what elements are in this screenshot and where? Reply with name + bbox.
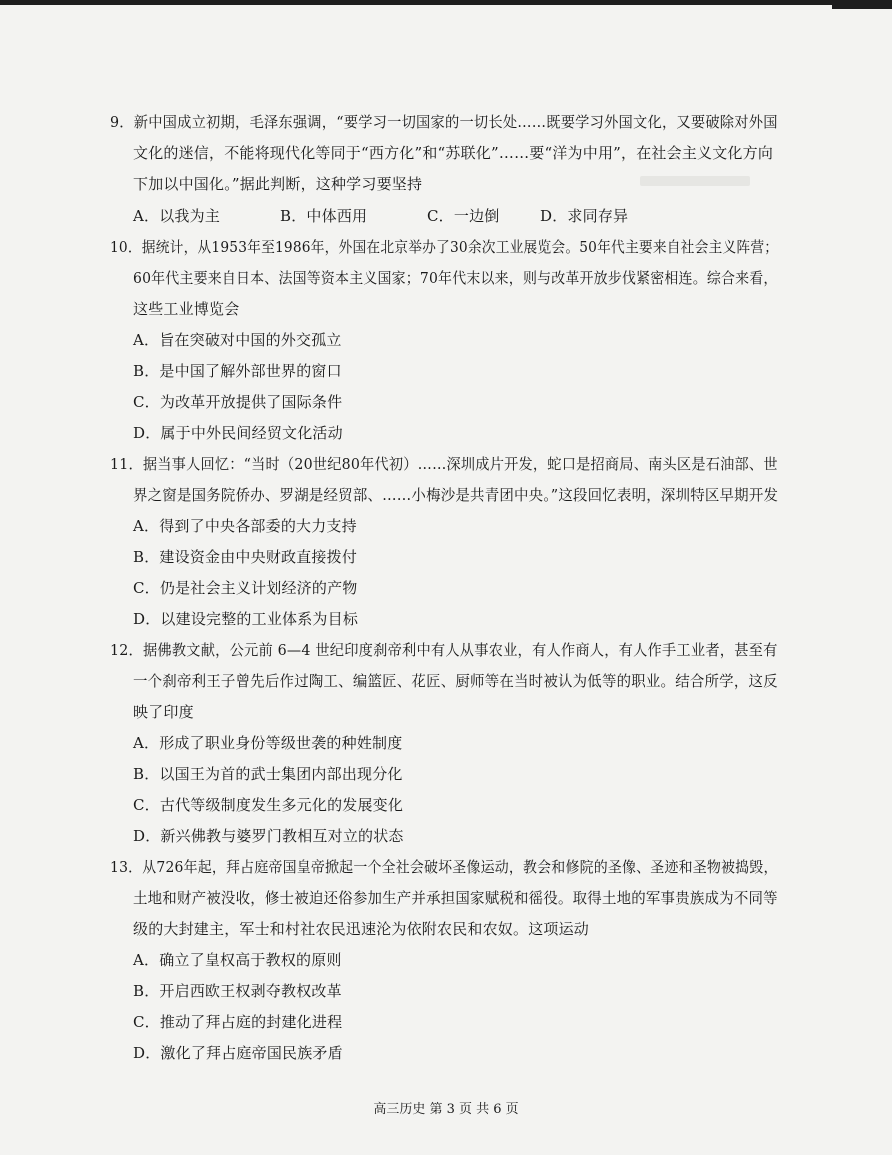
question-11-option-a: A．得到了中央各部委的大力支持	[133, 517, 357, 535]
question-10-option-c: C．为改革开放提供了国际条件	[133, 393, 343, 411]
question-13-line-1: 13．从726年起，拜占庭帝国皇帝掀起一个全社会破坏圣像运动，教会和修院的圣像、圣迹和圣物被捣毁，	[110, 858, 778, 876]
question-13-option-d: D．激化了拜占庭帝国民族矛盾	[133, 1044, 343, 1062]
question-10-line-1: 10．据统计，从1953年至1986年，外国在北京举办了30余次工业展览会。50年代主要来自社会主义阵营；	[110, 238, 779, 256]
question-10-line-3: 这些工业博览会	[133, 300, 240, 318]
question-11-line-2: 界之窗是国务院侨办、罗湖是经贸部、……小梅沙是共青团中央。”这段回忆表明，深圳特区早期开发	[133, 486, 779, 504]
question-11-option-b: B．建设资金由中央财政直接拨付	[133, 548, 358, 566]
question-12-option-b: B．以国王为首的武士集团内部出现分化	[133, 765, 403, 783]
question-9-line-3: 下加以中国化。”据此判断，这种学习要坚持	[133, 175, 423, 193]
scan-smudge	[640, 176, 750, 186]
question-13-option-c: C．推动了拜占庭的封建化进程	[133, 1013, 343, 1031]
question-10-option-d: D．属于中外民间经贸文化活动	[133, 424, 343, 442]
question-12-line-1: 12．据佛教文献，公元前 6—4 世纪印度刹帝利中有人从事农业，有人作商人，有人作手工业者，甚至有	[110, 641, 778, 659]
question-10-option-b: B．是中国了解外部世界的窗口	[133, 362, 342, 380]
question-11-option-c: C．仍是社会主义计划经济的产物	[133, 579, 358, 597]
question-9-option-c: C．一边倒	[427, 207, 500, 225]
question-13-line-2: 土地和财产被没收，修士被迫还俗参加生产并承担国家赋税和徭役。取得土地的军事贵族成为不同等	[133, 889, 778, 907]
question-12-option-c: C．古代等级制度发生多元化的发展变化	[133, 796, 404, 814]
question-13-option-a: A．确立了皇权高于教权的原则	[133, 951, 342, 969]
question-12-line-2: 一个刹帝利王子曾先后作过陶工、编篮匠、花匠、厨师等在当时被认为低等的职业。结合所学，这反	[133, 672, 778, 690]
question-9-line-1: 9．新中国成立初期，毛泽东强调，“要学习一切国家的一切长处……既要学习外国文化，又要破除对外国	[110, 113, 778, 131]
question-12-option-d: D．新兴佛教与婆罗门教相互对立的状态	[133, 827, 404, 845]
scan-top-edge	[0, 0, 892, 5]
question-9-option-d: D．求同存异	[540, 207, 629, 225]
question-9-option-b: B．中体西用	[280, 207, 368, 225]
question-10-option-a: A．旨在突破对中国的外交孤立	[133, 331, 342, 349]
question-11-option-d: D．以建设完整的工业体系为目标	[133, 610, 359, 628]
question-12-option-a: A．形成了职业身份等级世袭的种姓制度	[133, 734, 403, 752]
scan-top-edge-right	[832, 0, 892, 9]
question-9-line-2: 文化的迷信，不能将现代化等同于“西方化”和“苏联化”……要“洋为中用”，在社会主义文化方向	[133, 144, 774, 162]
page-footer: 高三历史 第 3 页 共 6 页	[373, 1102, 519, 1117]
question-11-line-1: 11．据当事人回忆：“当时（20世纪80年代初）……深圳成片开发，蛇口是招商局、南头区是石油部、世	[110, 455, 778, 473]
question-13-option-b: B．开启西欧王权剥夺教权改革	[133, 982, 342, 1000]
question-10-line-2: 60年代主要来自日本、法国等资本主义国家；70年代末以来，则与改革开放步伐紧密相连。综合来看，	[133, 269, 778, 287]
question-13-line-3: 级的大封建主，军士和村社农民迅速沦为依附农民和农奴。这项运动	[133, 920, 590, 938]
question-12-line-3: 映了印度	[133, 703, 194, 721]
question-9-option-a: A．以我为主	[133, 207, 221, 225]
